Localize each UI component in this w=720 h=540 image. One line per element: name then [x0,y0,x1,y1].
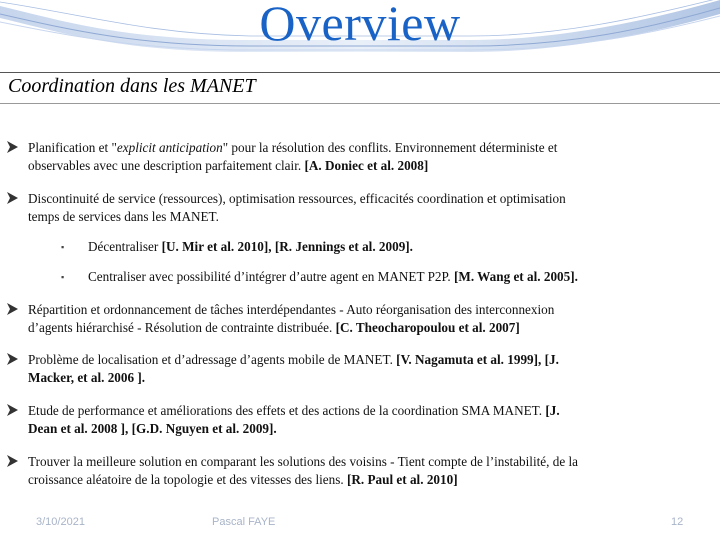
dot-bullet-icon: ▪ [61,272,65,282]
bullet-text: " pour la résolution des conflits. Environnement déterministe et [222,140,558,155]
bullet-text: Planification et " [28,140,117,155]
bullet-text: croissance aléatoire de la topologie et des vitesses des liens. [28,472,347,487]
bullet-text: Trouver la meilleure solution en comparant les solutions des voisins - Tient compte de l’instabilité, de la [28,454,579,469]
subbullet-text: Centraliser avec possibilité d’intégrer d’autre agent en MANET P2P. [88,269,454,284]
footer-page-number: 12 [671,516,684,528]
slide-title: Overview [259,0,461,51]
footer-author: Pascal FAYE [212,516,276,528]
bullet-item [28,301,698,337]
arrow-bullet-icon [6,403,20,417]
bullet-reference: Dean et al. 2008 ], [G.D. Nguyen et al. 2009]. [28,421,277,436]
subbullet-text: Décentraliser [88,239,162,254]
slide-subtitle: Coordination dans les MANET [8,75,256,97]
bullet-reference: [C. Theocharopoulou et al. 2007] [335,320,520,335]
subbullet-item [61,238,708,256]
footer-date: 3/10/2021 [36,516,85,528]
bullet-reference: Macker, et al. 2006 ]. [28,370,146,385]
dot-bullet-icon: ▪ [61,242,65,252]
arrow-bullet-icon [6,454,20,468]
bullet-text: d’agents hiérarchisé - Résolution de contrainte distribuée. [28,320,336,335]
bullet-text: Problème de localisation et d’adressage d’agents mobile de MANET. [28,352,397,367]
subbullet-item [61,268,708,286]
arrow-bullet-icon [6,352,20,366]
bullet-item [28,402,698,438]
arrow-bullet-icon [6,302,20,316]
bullet-item [28,190,698,226]
subbullet-reference: [M. Wang et al. 2005]. [453,269,578,284]
bullet-reference: [J. [545,403,560,418]
bullet-item [28,139,698,175]
bullet-item [28,351,698,387]
arrow-bullet-icon [6,191,20,205]
bullet-reference: [V. Nagamuta et al. 1999], [J. [396,352,559,367]
bullet-text: Discontinuité de service (ressources), optimisation ressources, efficacités coordination et optimisation [28,191,566,206]
bullet-text: Etude de performance et améliorations des effets et des actions de la coordination SMA MANET. [28,403,546,418]
subbullet-reference: [U. Mir et al. 2010], [R. Jennings et al. 2009]. [161,239,413,254]
bullet-item [28,453,698,489]
bullet-text: observables avec une description parfaitement clair. [28,158,305,173]
bullet-italic: explicit anticipation [116,140,223,155]
arrow-bullet-icon [6,140,20,154]
subtitle-bar [0,72,720,104]
bullet-text: temps de services dans les MANET. [28,209,219,224]
bullet-text: Répartition et ordonnancement de tâches interdépendantes - Auto réorganisation des interconnexion [28,302,555,317]
bullet-reference: [R. Paul et al. 2010] [346,472,458,487]
bullet-reference: [A. Doniec et al. 2008] [304,158,429,173]
